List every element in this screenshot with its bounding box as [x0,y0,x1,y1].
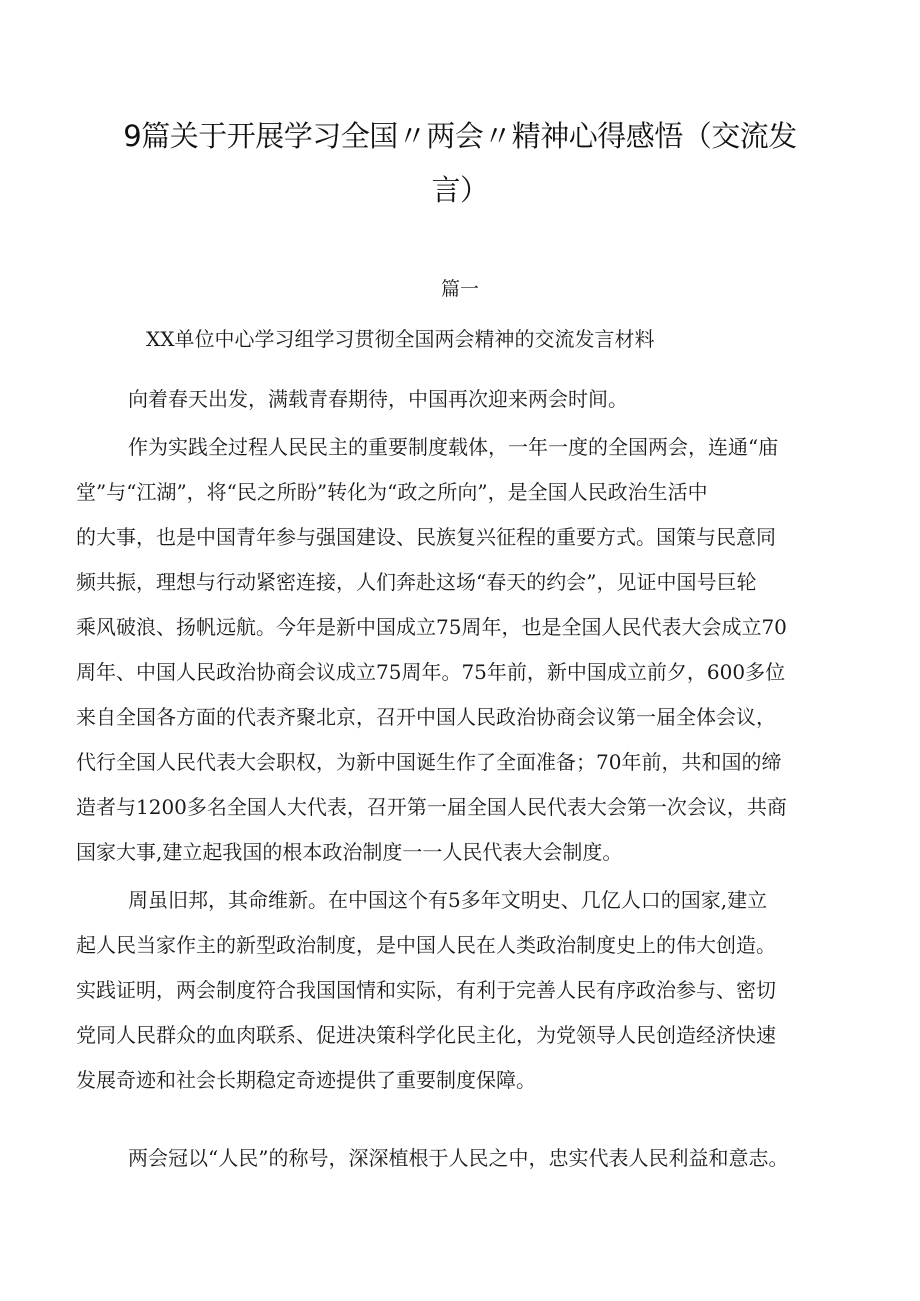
paragraph-2-line: 堂”与“江湖”，将“民之所盼”转化为“政之所向”，是全国人民政治生活中 [76,480,708,504]
paragraph-2-line: 造者与1200多名全国人大代表，召开第一届全国人民代表大会第一次会议，共商 [76,795,787,819]
paragraph-3-line: 周虽旧邦，其命维新。在中国这个有5多年文明史、几亿人口的国家,建立 [128,888,768,912]
article-subtitle: XX单位中心学习组学习贯彻全国两会精神的交流发言材料 [146,327,655,351]
paragraph-2-line: 乘风破浪、扬帆远航。今年是新中国成立75周年，也是全国人民代表大会成立70 [76,615,787,639]
document-title-line-2: 言） [431,173,489,207]
paragraph-2-line: 国家大事,建立起我国的根本政治制度一一人民代表大会制度。 [76,840,623,864]
paragraph-3-line: 起人民当家作主的新型政治制度，是中国人民在人类政治制度史上的伟大创造。 [76,933,776,957]
paragraph-2-line: 周年、中国人民政治协商会议成立75周年。75年前，新中国成立前夕，600多位 [76,660,786,684]
paragraph-3-line: 党同人民群众的血肉联系、促进决策科学化民主化，为党领导人民创造经济快速 [76,1023,776,1047]
paragraph-3-line: 实践证明，两会制度符合我国国情和实际，有利于完善人民有序政治参与、密切 [76,978,776,1002]
paragraph-2-line: 代行全国人民代表大会职权，为新中国诞生作了全面准备；70年前，共和国的缔 [76,750,782,774]
paragraph-4-line: 两会冠以“人民”的称号，深深植根于人民之中，忠实代表人民利益和意志。 [128,1146,789,1170]
section-label: 篇一 [440,278,479,300]
paragraph-2-line: 频共振，理想与行动紧密连接，人们奔赴这场“春天的约会”，见证中国号巨轮 [76,570,757,594]
paragraph-3-line: 发展奇迹和社会长期稳定奇迹提供了重要制度保障。 [76,1068,536,1092]
paragraph-1-line: 向着春天出发，满载青春期待，中国再次迎来两会时间。 [128,387,628,411]
paragraph-2-line: 的大事，也是中国青年参与强国建设、民族复兴征程的重要方式。国策与民意同 [76,525,776,549]
paragraph-2-line: 作为实践全过程人民民主的重要制度载体，一年一度的全国两会，连通“庙 [128,435,779,459]
document-title-line-1: 9篇关于开展学习全国〃两会〃精神心得感悟（交流发 [123,119,797,153]
paragraph-2-line: 来自全国各方面的代表齐聚北京，召开中国人民政治协商会议第一届全体会议， [76,705,776,729]
